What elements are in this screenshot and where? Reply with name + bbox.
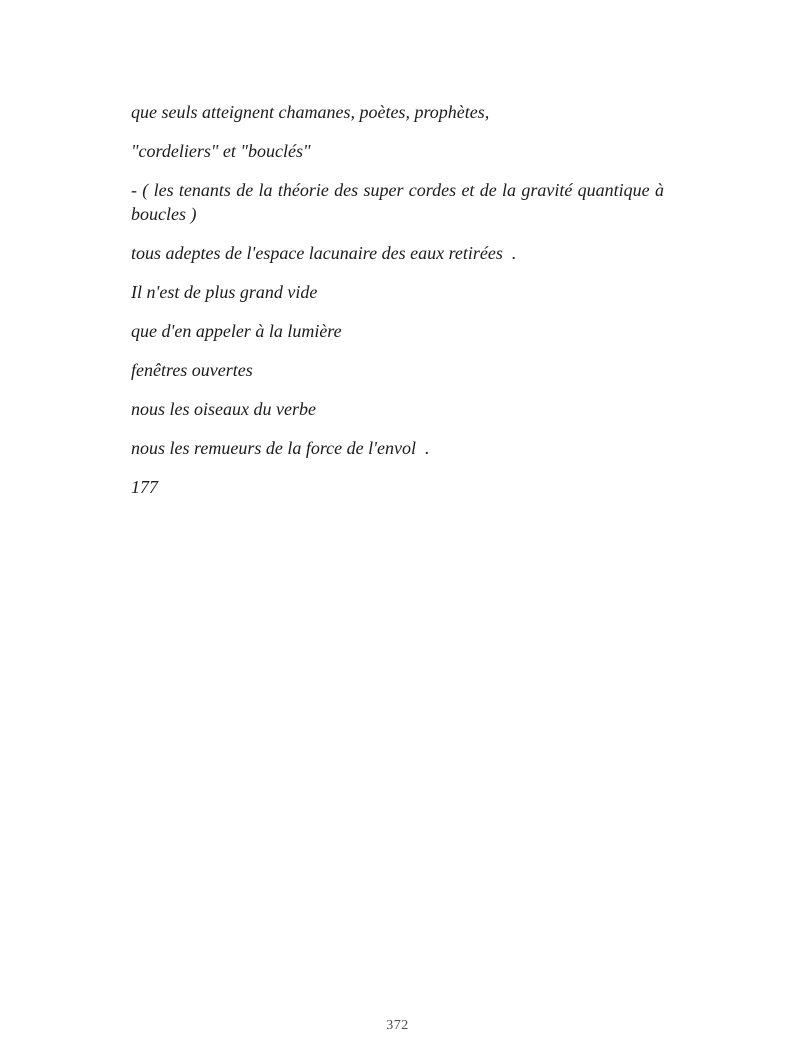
poem-line: - ( les tenants de la théorie des super cordes et de la gravité quantique à boucles ): [131, 180, 669, 224]
poem-line: tous adeptes de l'espace lacunaire des eaux retirées .: [131, 243, 517, 263]
page-number: 372: [386, 1018, 409, 1033]
poem-line: "cordeliers" et "bouclés": [131, 141, 311, 161]
poem-line: Il n'est de plus grand vide: [131, 282, 318, 302]
poem-line: fenêtres ouvertes: [131, 360, 253, 380]
poem-line: que seuls atteignent chamanes, poètes, prophètes,: [131, 102, 490, 122]
poem-line: nous les remueurs de la force de l'envol .: [131, 438, 430, 458]
poem-text-block: [131, 100, 669, 514]
poem-line: 177: [131, 477, 158, 497]
poem-line: nous les oiseaux du verbe: [131, 399, 316, 419]
poem-line: que d'en appeler à la lumière: [131, 321, 342, 341]
